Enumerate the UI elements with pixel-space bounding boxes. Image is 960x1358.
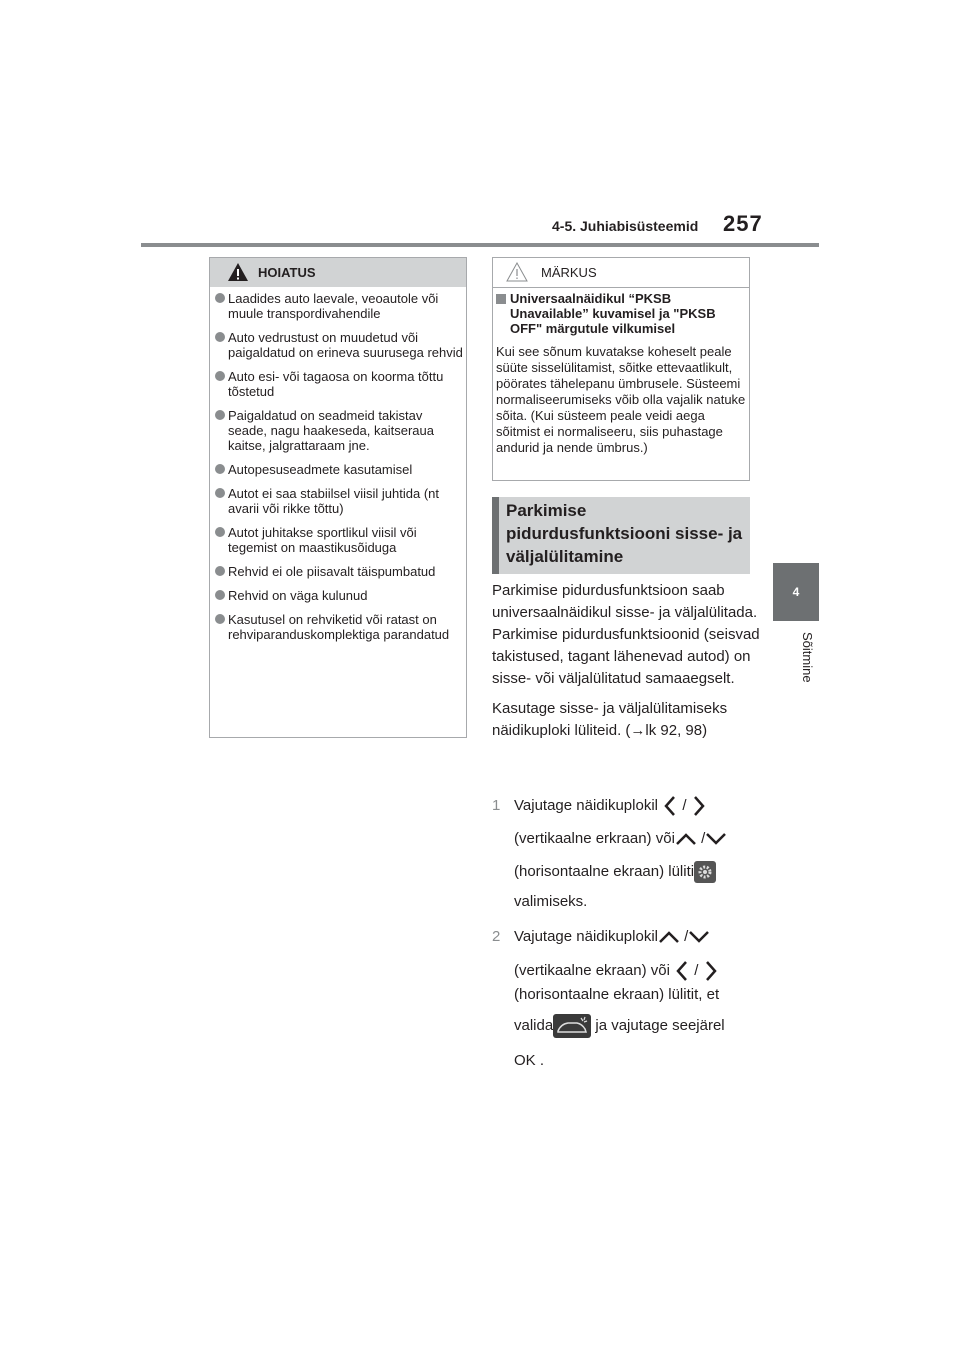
list-item: Laadides auto laevale, veoautole või muule transpordivahendile bbox=[214, 291, 464, 321]
list-item: Rehvid ei ole piisavalt täispumbatud bbox=[214, 564, 464, 579]
step-text: (vertikaalne erkraan) või bbox=[514, 830, 675, 847]
step-text: (horisontaalne ekraan) lülitit, et bbox=[514, 986, 720, 1003]
chevron-up-icon bbox=[658, 930, 680, 944]
slash-text: / bbox=[684, 928, 689, 945]
chevron-right-icon bbox=[703, 960, 719, 982]
chevron-right-icon bbox=[691, 795, 707, 817]
warning-title: HOIATUS bbox=[258, 265, 316, 280]
section-heading-bar bbox=[492, 497, 499, 574]
step-text: Vajutage näidikuplokil bbox=[514, 928, 658, 945]
chapter-label: Sõitmine bbox=[800, 632, 815, 683]
step-2 bbox=[492, 926, 762, 1076]
chevron-left-icon bbox=[674, 960, 690, 982]
paragraph: Parkimise pidurdusfunktsioon saab universaalnäidikul sisse- ja väljalülitada. Parkimise pidurdusfunktsioonid (seisvad takistused, tagant lähenevad autod) on sisse- või väljalülitatud samaaegselt. bbox=[492, 582, 760, 687]
step-number: 1 bbox=[492, 797, 501, 814]
list-item: Rehvid on väga kulunud bbox=[214, 588, 464, 603]
header-rule bbox=[141, 243, 819, 247]
square-bullet-icon bbox=[496, 294, 506, 304]
step-text: (horisontaalne ekraan) lüliti bbox=[514, 863, 695, 880]
list-item: Paigaldatud on seadmeid takistav seade, nagu haakeseda, kaitseraua kaitse, jalgrattaraam jne. bbox=[214, 408, 464, 453]
list-item: Autot ei saa stabiilsel viisil juhtida (nt avarii või rikke tõttu) bbox=[214, 486, 464, 516]
step-text: . bbox=[539, 1052, 545, 1069]
list-item: Autot juhitakse sportlikul viisil või tegemist on maastikusõiduga bbox=[214, 525, 464, 555]
list-item: Auto esi- või tagaosa on koorma tõttu tõstetud bbox=[214, 369, 464, 399]
ok-button-label: OK bbox=[514, 1052, 536, 1069]
section-header: 4-5. Juhiabisüsteemid bbox=[552, 218, 699, 234]
step-text: valimiseks. bbox=[514, 893, 588, 910]
chevron-left-icon bbox=[662, 795, 678, 817]
chapter-tab: 4 bbox=[773, 563, 819, 621]
page-number: 257 bbox=[723, 211, 763, 236]
notice-triangle-icon bbox=[506, 262, 528, 282]
chevron-down-icon bbox=[688, 930, 710, 944]
notice-title: MÄRKUS bbox=[541, 265, 597, 280]
step-text: (vertikaalne ekraan) või bbox=[514, 962, 670, 979]
paragraph: Kasutage sisse- ja väljalülitamiseks näidikuploki lüliteid. (→lk 92, 98) bbox=[492, 700, 728, 739]
warning-triangle-icon bbox=[227, 262, 249, 282]
notice-rule bbox=[493, 287, 749, 288]
list-item: Auto vedrustust on muudetud või paigaldatud on erineva suurusega rehvid bbox=[214, 330, 464, 360]
notice-text: Kui see sõnum kuvatakse koheselt peale süüte sisselülitamist, sõitke ettevaatlikult, pöörates tähelepanu ümbrusele. Süsteemi normaliseerumiseks võib olla vajalik natuke sõita. (Kui süsteem peale veidi aega sõitmist ei normaliseeru, siis puhastage andurid ja nende ümbrus.) bbox=[496, 344, 746, 455]
slash-text: / bbox=[694, 962, 699, 979]
step-number: 2 bbox=[492, 928, 501, 945]
warning-list bbox=[214, 291, 464, 651]
body-text bbox=[492, 580, 762, 750]
chevron-up-icon bbox=[675, 832, 697, 846]
step-text: ja vajutage seejärel bbox=[595, 1016, 725, 1034]
section-title: Parkimise pidurdusfunktsiooni sisse- ja väljalülitamine bbox=[506, 501, 743, 566]
notice-subtitle: Universaalnäidikul “PKSB Unavailable” kuvamisel ja "PKSB OFF" märgutule vilkumisel bbox=[496, 291, 744, 336]
slash-text: / bbox=[682, 797, 687, 814]
list-item: Autopesuseadmete kasutamisel bbox=[214, 462, 464, 477]
list-item: Kasutusel on rehviketid või ratast on rehviparanduskomplektiga parandatud bbox=[214, 612, 464, 642]
step-text: Vajutage näidikuplokil bbox=[514, 797, 658, 814]
chevron-down-icon bbox=[705, 832, 727, 846]
slash-text: / bbox=[701, 830, 706, 847]
step-text: valida bbox=[514, 1016, 554, 1034]
step-1 bbox=[492, 795, 762, 925]
gear-icon bbox=[694, 861, 716, 883]
car-brake-icon bbox=[553, 1014, 591, 1038]
